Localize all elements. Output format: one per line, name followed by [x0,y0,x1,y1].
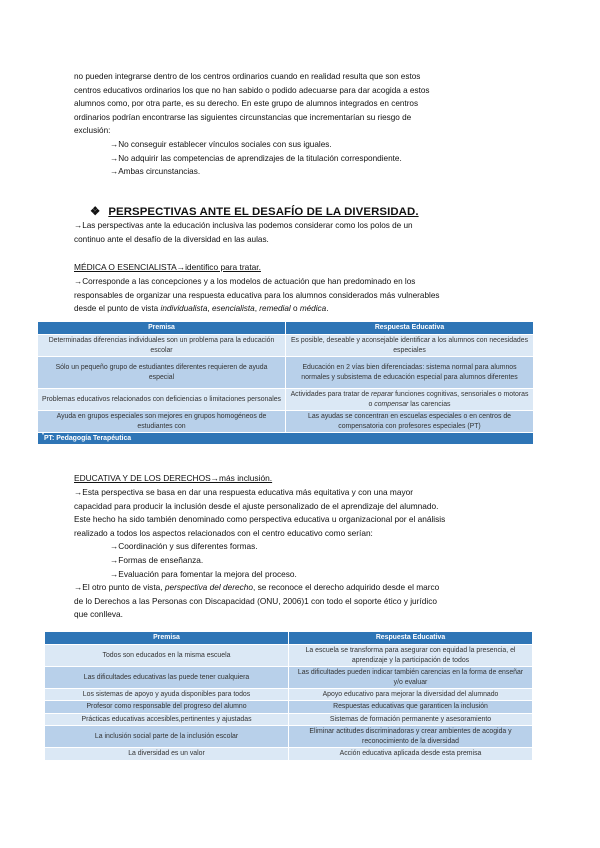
table-cell: Acción educativa aplicada desde esta premisa [289,748,533,760]
table-cell: Prácticas educativas accesibles,pertinentes y ajustadas [45,713,289,725]
table-cell: Problemas educativos relacionados con deficiencias o limitaciones personales [38,389,286,411]
table-cell: La escuela se transforma para asegurar con equidad la presencia, el aprendizaje y la participación de todos [289,645,533,667]
table-row [38,335,534,357]
intro-item: →Ambas circunstancias. [110,167,201,177]
table-cell: Sólo un pequeño grupo de estudiantes diferentes requieren de ayuda especial [38,357,286,389]
intro-line: alumnos como, por otra parte, es su derecho. En este grupo de alumnos integrados en centros [74,99,419,109]
table-cell: Educación en 2 vías bien diferenciadas: sistema normal para alumnos normales y subsistema de educación especial para alumnos diferentes [286,357,534,389]
term-individualista: individualista [160,304,208,314]
section-line: →Las perspectivas ante la educación inclusiva las podemos considerar como los polos de un [74,221,413,230]
derecho-line: →El otro punto de vista, perspectiva del derecho, se reconoce el derecho adquirido desde el marco [74,582,440,593]
medica-table [37,321,534,445]
derechos-table [44,631,533,761]
section-title: PERSPECTIVAS ANTE EL DESAFÍO DE LA DIVERSIDAD. [108,206,419,218]
intro-item: →No adquirir las competencias de aprendizajes de la titulación correspondiente. [110,153,402,163]
table-row [45,689,533,701]
table-cell: Ayuda en grupos especiales son mejores en grupos homogéneos de estudiantes con [38,411,286,433]
table-cell: Profesor como responsable del progreso del alumno [45,701,289,713]
educativa-item: →Coordinación y sus diferentes formas. [110,541,258,552]
table-cell: La diversidad es un valor [45,748,289,760]
section-intro [74,219,530,246]
medica-line: responsables de organizar una respuesta educativa para los alumnos considerados más vulnerables [74,290,440,300]
educativa-line: realizado a todos los aspectos relacionados con el centro educativo como serían: [74,527,373,538]
table-row [45,713,533,725]
term-esencialista: esencialista [211,304,255,314]
medica-heading: MÉDICA O ESENCIALISTA→identifico para tratar. [74,262,261,272]
table-header-row [38,322,534,335]
intro-item: →No conseguir establecer vínculos sociales con sus iguales. [110,139,332,149]
column-header: Respuesta Educativa [289,632,533,645]
intro-line: ordinarios podrían encontrarse las siguientes circunstancias que incrementarían su riesgo de [74,112,412,122]
educativa-line: Este hecho ha sido también denominado como perspectiva educativa u organizacional por el análisis [74,514,446,525]
table-cell: Apoyo educativo para mejorar la diversidad del alumnado [289,689,533,701]
table-row [38,411,534,433]
table-row [45,667,533,689]
medica-line: →Corresponde a las concepciones y a los modelos de actuación que han predominado en los [74,277,416,286]
table-row [45,748,533,760]
table-cell: Las ayudas se concentran en escuelas especiales o en centros de compensatoria con profesores especiales (PT) [286,411,534,433]
educativa-paragraph [74,486,530,622]
educativa-line: →Esta perspectiva se basa en dar una respuesta educativa más equitativa y con una mayor [74,487,413,497]
table-header-row [45,632,533,645]
table-row [38,389,534,411]
table-cell: Eliminar actitudes discriminadoras y crear ambientes de acogida y reconocimiento de la diversidad [289,726,533,748]
table-cell: Todos son educados en la misma escuela [45,645,289,667]
table-row [45,726,533,748]
intro-line: exclusión: [74,126,111,136]
section-line: continuo ante el desafío de la diversidad en las aulas. [74,234,269,244]
derecho-line: que conlleva. [74,609,123,620]
term-remedial: remedial [259,304,291,314]
educativa-item: →Evaluación para fomentar la mejora del proceso. [110,568,297,579]
section-heading [90,204,419,218]
table-cell: Respuestas educativas que garanticen la inclusión [289,701,533,713]
table-cell: Las dificultades educativas las puede tener cualquiera [45,667,289,689]
intro-paragraph [74,70,530,179]
column-header: Premisa [45,632,289,645]
derecho-line: de lo Derechos a las Personas con Discapacidad (ONU, 2006)1 con todo el soporte ético y jurídico [74,595,437,606]
table-row [45,701,533,713]
table-cell: Los sistemas de apoyo y ayuda disponibles para todos [45,689,289,701]
column-header: Premisa [38,322,286,335]
educativa-line: capacidad para producir la inclusión desde el ajuste personalizado de el aprendizaje del alumnado. [74,500,439,511]
educativa-item: →Formas de enseñanza. [110,554,204,565]
table-row [38,357,534,389]
table-cell: Determinadas diferencias individuales son un problema para la educación escolar [38,335,286,357]
term-medica: médica [299,304,327,314]
medica-line: desde el punto de vista individualista, esencialista, remedial o médica. [74,304,329,314]
column-header: Respuesta Educativa [286,322,534,335]
intro-line: centros educativos ordinarios los que no han sabido o podido adecuarse para dar acogida a estos [74,85,430,95]
table-cell: Es posible, deseable y aconsejable identificar a los alumnos con necesidades especiales [286,335,534,357]
diamond-bullet-icon: ❖ [90,206,101,218]
table-footnote: *PT: Pedagogía Terapéutica [38,433,534,445]
table-row [45,645,533,667]
educativa-heading: EDUCATIVA Y DE LOS DERECHOS→más inclusión. [74,473,273,483]
medica-paragraph [74,275,530,316]
intro-line: no pueden integrarse dentro de los centros ordinarios cuando en realidad resulta que son estos [74,72,421,81]
table-cell: La inclusión social parte de la inclusión escolar [45,726,289,748]
table-cell: Sistemas de formación permanente y asesoramiento [289,713,533,725]
term-perspectiva-derecho: perspectiva del derecho [164,582,253,593]
table-footnote-row [38,433,534,445]
table-cell: Actividades para tratar de reparar funciones cognitivas, sensoriales o motoras o compensar las carencias [286,389,534,411]
table-cell: Las dificultades pueden indicar también carencias en la forma de enseñar y/o evaluar [289,667,533,689]
